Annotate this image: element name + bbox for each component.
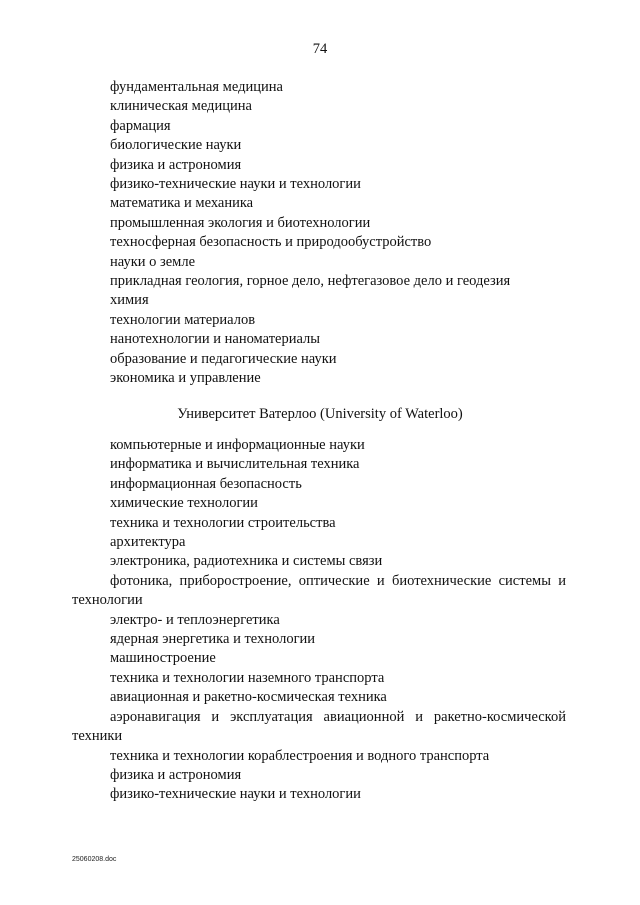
list-item: фармация (110, 117, 171, 134)
page-number: 74 (312, 41, 328, 57)
list-item: архитектура (110, 534, 186, 551)
section1-list (72, 78, 566, 389)
list-item: информационная безопасность (110, 475, 302, 492)
section-heading: Университет Ватерлоо (University of Waterloo) (177, 406, 463, 422)
list-item: физико-технические науки и технологии (110, 176, 361, 193)
list-item: математика и механика (110, 195, 254, 212)
list-item: прикладная геология, горное дело, нефтегазовое дело и геодезия (110, 273, 511, 290)
list-item: электроника, радиотехника и системы связи (110, 553, 383, 570)
list-item: авиационная и ракетно-космическая техника (110, 689, 387, 706)
list-item: техника и технологии строительства (110, 514, 336, 531)
list-item: электро- и теплоэнергетика (110, 611, 280, 628)
list-item: технологии материалов (110, 311, 256, 328)
list-item: науки о земле (110, 253, 196, 270)
list-item: промышленная экология и биотехнологии (110, 214, 371, 231)
list-item: аэронавигация и эксплуатация авиационной и ракетно-космической техники (72, 708, 566, 745)
list-item: нанотехнологии и наноматериалы (110, 331, 321, 348)
list-item: информатика и вычислительная техника (110, 456, 360, 473)
list-item: техника и технологии наземного транспорта (110, 669, 385, 686)
list-item: компьютерные и информационные науки (110, 437, 365, 453)
list-item: фундаментальная медицина (110, 79, 283, 95)
list-item: фотоника, приборостроение, оптические и биотехнические системы и технологии (72, 572, 566, 609)
section2-list (72, 436, 566, 805)
list-item: физика и астрономия (110, 766, 242, 783)
list-item: клиническая медицина (110, 98, 252, 115)
list-item: экономика и управление (110, 370, 261, 387)
list-item: физико-технические науки и технологии (110, 786, 361, 803)
list-item: химия (110, 292, 149, 309)
list-item: биологические науки (110, 137, 242, 154)
list-item: машиностроение (110, 650, 216, 667)
list-item: техника и технологии кораблестроения и водного транспорта (110, 747, 490, 764)
list-item: ядерная энергетика и технологии (110, 631, 316, 648)
list-item: химические технологии (110, 495, 258, 512)
list-item: техносферная безопасность и природообустройство (110, 234, 432, 251)
list-item: физика и астрономия (110, 156, 242, 173)
list-item: образование и педагогические науки (110, 350, 337, 367)
footer-doc-id: 25060208.doc (72, 856, 117, 863)
